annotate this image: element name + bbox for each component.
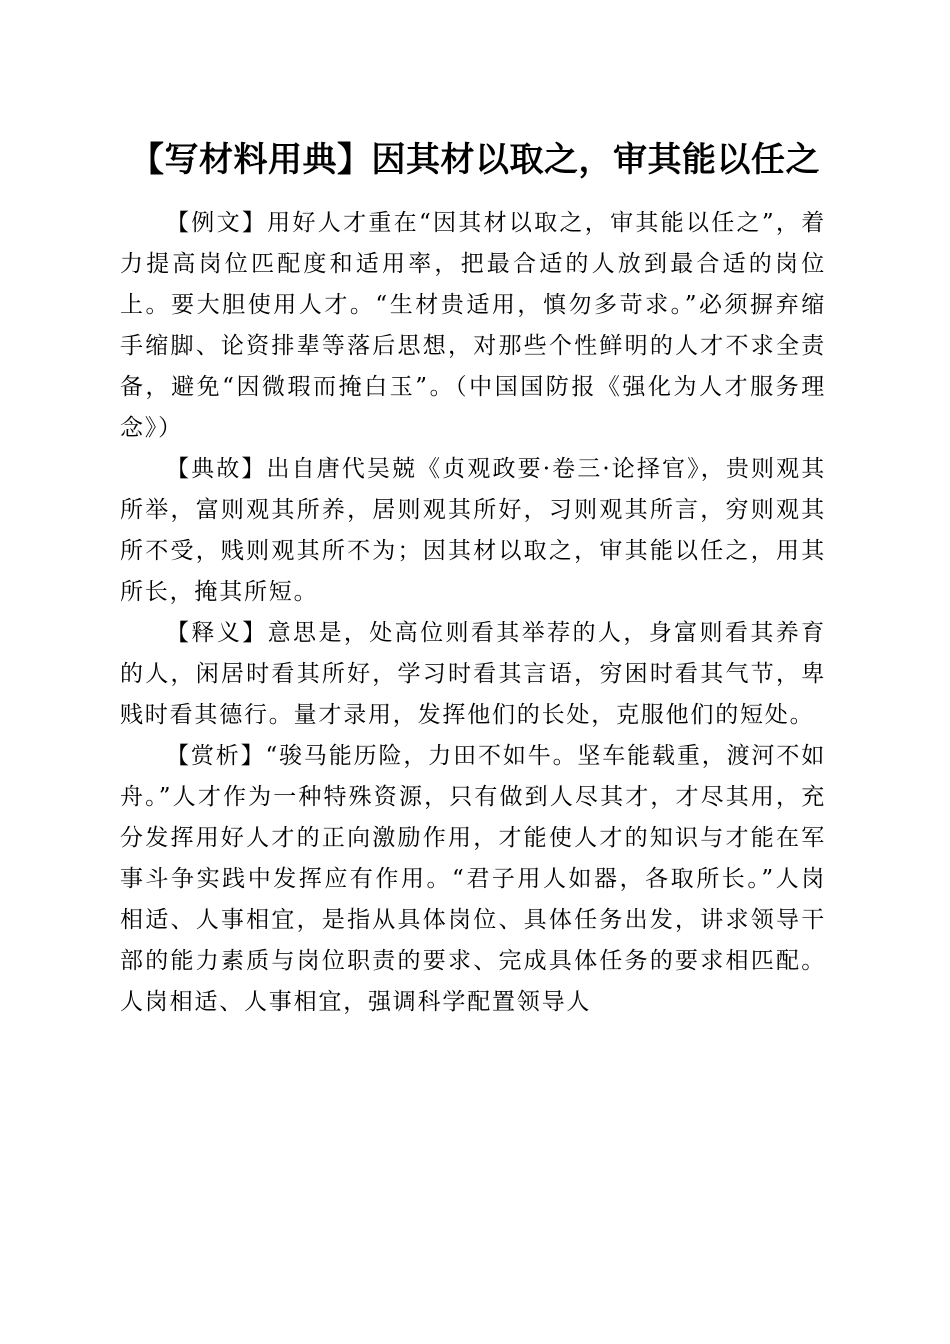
page-title: 【写材料用典】因其材以取之，审其能以任之 <box>130 140 820 180</box>
paragraph-interpretation: 【释义】意思是，处高位则看其举荐的人，身富则看其养育的人，闲居时看其所好，学习时看其言语，穷困时看其气节，卑贱时看其德行。量才录用，发挥他们的长处，克服他们的短处。 <box>120 620 826 728</box>
paragraph-allusion: 【典故】出自唐代吴兢《贞观政要·卷三·论择官》，贵则观其所举，富则观其所养，居则观其所好，习则观其所言，穷则观其所不受，贱则观其所不为；因其材以取之，审其能以任之，用其所长，掩其所短。 <box>120 456 826 605</box>
document-body <box>120 203 826 1023</box>
paragraph-appreciation: 【赏析】“骏马能历险，力田不如牛。坚车能载重，渡河不如舟。”人才作为一种特殊资源，只有做到人尽其才，才尽其用，充分发挥用好人才的正向激励作用，才能使人才的知识与才能在军事斗争实践中发挥应有作用。“君子用人如器，各取所长。”人岗相适、人事相宜，是指从具体岗位、具体任务出发，讲求领导干部的能力素质与岗位职责的要求、完成具体任务的要求相匹配。人岗相适、人事相宜，强调科学配置领导人 <box>120 743 826 1015</box>
paragraph-example: 【例文】用好人才重在“因其材以取之，审其能以任之”，着力提高岗位匹配度和适用率，把最合适的人放到最合适的岗位上。要大胆使用人才。“生材贵适用，慎勿多苛求。”必须摒弃缩手缩脚、论资排辈等落后思想，对那些个性鲜明的人才不求全责备，避免“因微瑕而掩白玉”。（中国国防报《强化为人才服务理念》） <box>120 210 826 441</box>
